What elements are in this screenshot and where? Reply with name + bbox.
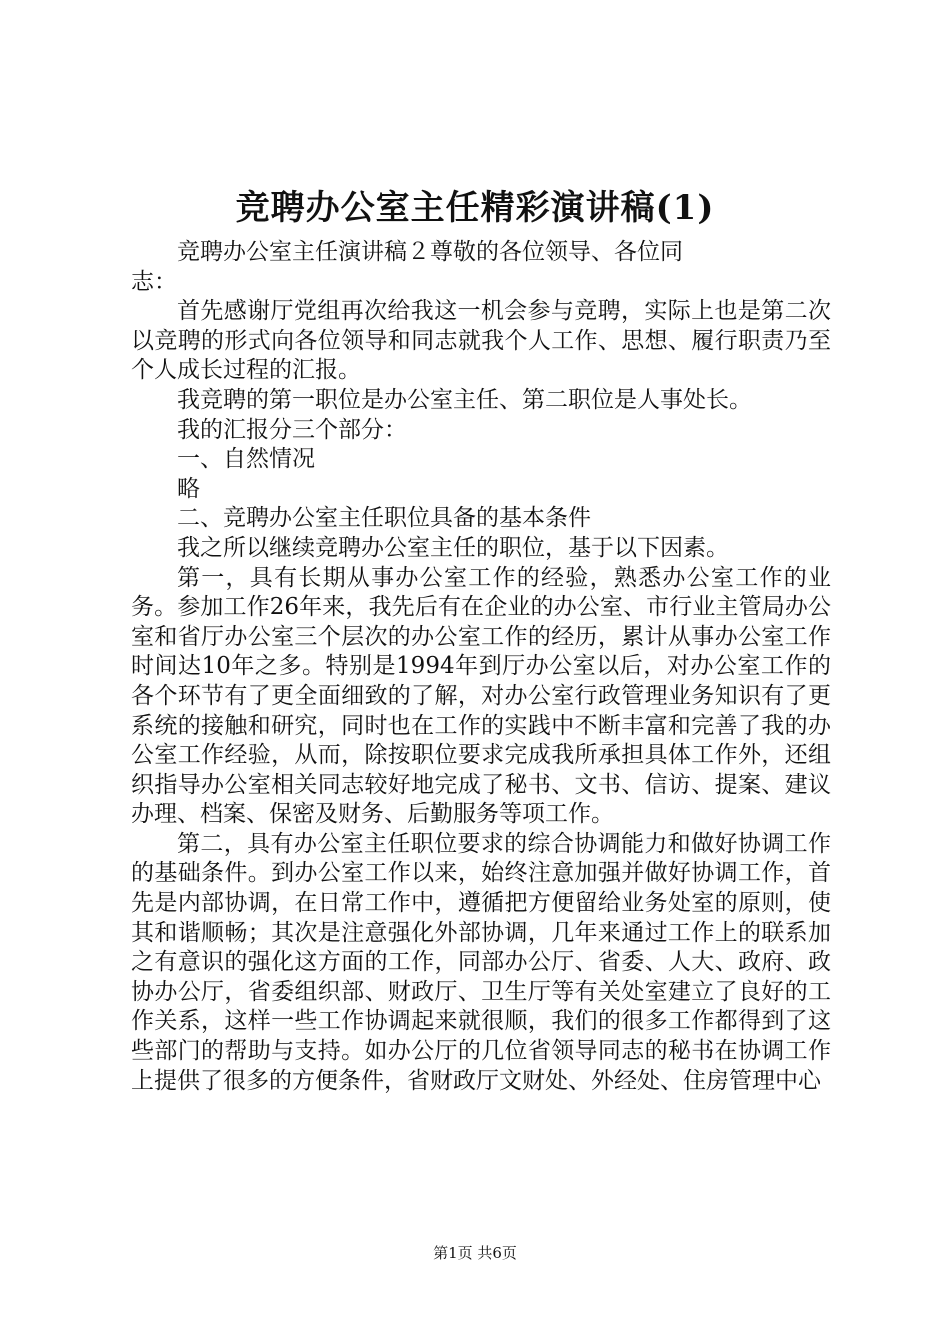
paragraph-reasons: 我之所以继续竞聘办公室主任的职位，基于以下因素。 <box>177 534 729 561</box>
paragraph-second-point: 第二，具有办公室主任职位要求的综合协调能力和做好协调工作的基础条件。到办公室工作以来，始终注意加强并做好协调工作，首先是内部协调，在日常工作中，遵循把方便留给业务处室的原则，使其和谐顺畅；其次是注意强化外部协调，几年来通过工作上的联系加之有意识的强化这方面的工作，同部办公厅、省委、人大、政府、政协办公厅，省委组织部、财政厅、卫生厅等有关处室建立了良好的工作关系，这样一些工作协调起来就很顺，我们的很多工作都得到了这些部门的帮助与支持。如办公厅的几位省领导同志的秘书在协调工作上提供了很多的方便条件，省财政厅文财处、外经处、住房管理中心 <box>131 830 831 1094</box>
page-footer: 第1页 共6页 <box>433 1244 517 1262</box>
document-body <box>131 238 831 1096</box>
paragraph-report-outline: 我的汇报分三个部分： <box>177 416 407 443</box>
paragraph-first-point: 第一，具有长期从事办公室工作的经验，熟悉办公室工作的业务。参加工作26年来，我先后有在企业的办公室、市行业主管局办公室和省厅办公室三个层次的办公室工作的经历，累计从事办公室工作时间达10年之多。特别是1994年到厅办公室以后，对办公室工作的各个环节有了更全面细致的了解，对办公室行政管理业务知识有了更系统的接触和研究，同时也在工作的实践中不断丰富和完善了我的办公室工作经验，从而，除按职位要求完成我所承担具体工作外，还组织指导办公室相关同志较好地完成了秘书、文书、信访、提案、建议办理、档案、保密及财务、后勤服务等项工作。 <box>131 564 831 828</box>
section-heading-natural-info: 一、自然情况 <box>177 446 315 473</box>
paragraph-positions: 我竞聘的第一职位是办公室主任、第二职位是人事处长。 <box>177 386 752 413</box>
paragraph-omitted: 略 <box>177 475 200 502</box>
paragraph-salutation: 竞聘办公室主任演讲稿２尊敬的各位领导、各位同志： <box>131 239 683 295</box>
section-heading-basic-conditions: 二、竞聘办公室主任职位具备的基本条件 <box>177 505 591 532</box>
paragraph-intro: 首先感谢厅党组再次给我这一机会参与竞聘，实际上也是第二次以竞聘的形式向各位领导和同志就我个人工作、思想、履行职责乃至个人成长过程的汇报。 <box>131 298 831 384</box>
document-title: 竞聘办公室主任精彩演讲稿(1) <box>235 188 715 228</box>
